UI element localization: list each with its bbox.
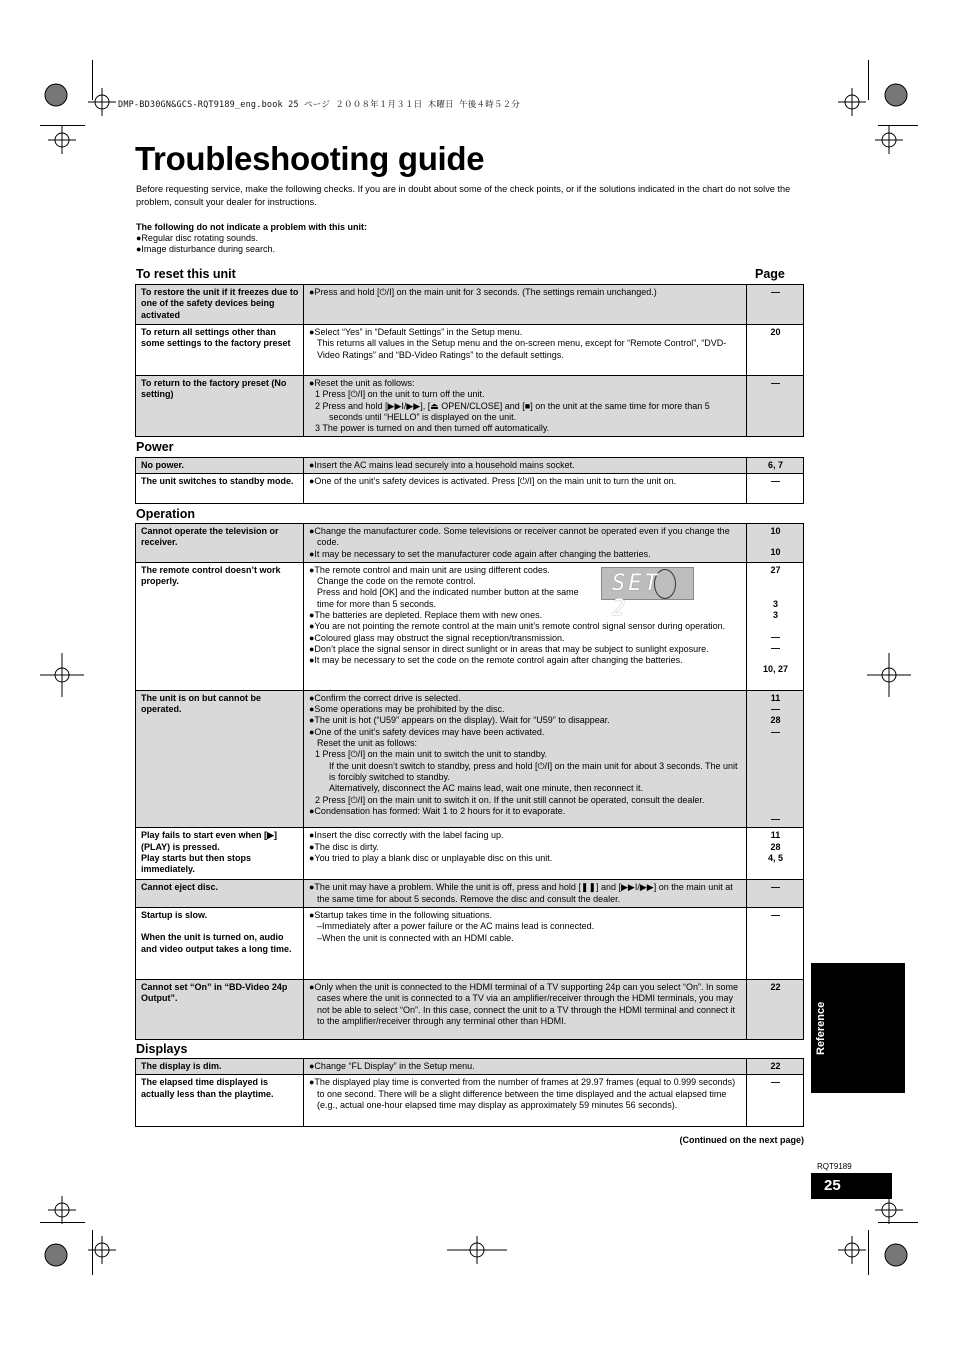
solution-text: ●Change the manufacturer code. Some televisions or receiver cannot be operated even if you change the code.	[309, 526, 730, 548]
page-ref: 11	[770, 692, 781, 703]
side-tab-label: Reference	[815, 1001, 827, 1055]
solution-text: ●Press and hold [⏻/I] on the main unit for 3 seconds. (The settings remain unchanged.)	[309, 287, 657, 297]
problem-cell: The elapsed time displayed is actually less than the playtime.	[136, 1075, 304, 1127]
solution-text: ●The batteries are depleted. Replace them with new ones.	[309, 610, 543, 621]
solution-text: ●The remote control and main unit are using different codes.	[309, 564, 550, 575]
problem-cell: To return all settings other than some settings to the factory preset	[136, 325, 304, 376]
problem-text: Play starts but then stops immediately.	[141, 852, 252, 875]
solution-text: 1 Press [⏻/I] on the main unit to switch the unit to standby.	[315, 749, 548, 760]
table-row	[136, 1075, 804, 1127]
problem-cell: No power.	[136, 458, 304, 474]
solution-text: ●Condensation has formed: Wait 1 to 2 hours for it to evaporate.	[309, 805, 566, 816]
solution-text: ●You are not pointing the remote control at the main unit’s remote control signal sensor during operation.	[309, 621, 726, 632]
page-ref: 11	[770, 830, 781, 841]
solution-cell	[304, 1059, 747, 1075]
page-cell	[747, 690, 804, 827]
solution-cell	[304, 458, 747, 474]
solution-cell	[304, 285, 747, 325]
table-row	[136, 524, 804, 563]
solution-text: Change the code on the remote control.	[317, 576, 476, 587]
reset-table	[135, 284, 804, 437]
problem-text: Startup is slow.	[141, 909, 208, 920]
page-ref: 27	[770, 564, 781, 575]
table-row	[136, 979, 804, 1039]
problem-cell: Cannot operate the television or receiver.	[136, 524, 304, 563]
solution-text: ●You tried to play a blank disc or unplayable disc on this unit.	[309, 852, 553, 863]
table-row	[136, 880, 804, 908]
crop-mark	[92, 60, 93, 100]
solution-text: ●Change “FL Display” in the Setup menu.	[309, 1061, 475, 1071]
problem-text: When the unit is turned on, audio and video output takes a long time.	[141, 932, 292, 954]
solution-text: ●It may be necessary to set the code on the remote control again after changing the batteries.	[309, 655, 683, 666]
solution-text: ●The displayed play time is converted from the number of frames at 29.97 frames (equal to 0.999 seconds) to one second. There will be a slight difference between the time displayed and the actual elapsed time (e.g., actual one-hour elapsed time may display as approximately 59 minutes 56 seconds).	[309, 1077, 736, 1110]
page-ref: 28	[770, 715, 781, 726]
page-cell: —	[747, 376, 804, 437]
solution-text: 2 Press [⏻/I] on the main unit to switch it on. If the unit still cannot be operated, consult the dealer.	[315, 794, 705, 805]
solution-cell	[304, 828, 747, 880]
solution-cell	[304, 325, 747, 376]
page-ref: —	[771, 726, 780, 737]
solution-text: ●Don’t place the signal sensor in direct sunlight or in areas that may be subject to sunlight exposure.	[309, 643, 709, 654]
page-ref: 3	[772, 599, 778, 610]
solution-text: ●The disc is dirty.	[309, 841, 379, 852]
notice-block	[136, 222, 736, 255]
problem-cell: Cannot set “On” in “BD-Video 24p Output”.	[136, 979, 304, 1039]
page-number: 25	[824, 1177, 841, 1194]
crop-mark	[40, 125, 85, 126]
model-code: RQT9189	[817, 1162, 852, 1171]
page-column-header: Page	[755, 267, 785, 281]
page-ref: 3	[772, 610, 778, 621]
problem-cell: To return to the factory preset (No setting)	[136, 376, 304, 437]
page-cell: 22	[747, 1059, 804, 1075]
notice-heading: The following do not indicate a problem with this unit:	[136, 222, 367, 232]
solution-text: Alternatively, disconnect the AC mains lead, wait one minute, then reconnect it.	[329, 783, 644, 794]
table-row	[136, 376, 804, 437]
table-row	[136, 828, 804, 880]
page-cell: 22	[747, 979, 804, 1039]
solution-text: This returns all values in the Setup menu and the on-screen menu, except for “Remote Control”, “DVD-Video Ratings” and “BD-Video Ratings” to the default settings.	[317, 338, 727, 360]
problem-cell: Cannot eject disc.	[136, 880, 304, 908]
page-ref: 4, 5	[767, 852, 783, 863]
table-row	[136, 474, 804, 504]
solution-cell	[304, 880, 747, 908]
page-cell: —	[747, 474, 804, 504]
section-title-power: Power	[136, 440, 174, 454]
solution-text: ●Confirm the correct drive is selected.	[309, 692, 461, 703]
solution-text: ●Insert the disc correctly with the label facing up.	[309, 830, 504, 841]
problem-cell: The remote control doesn’t work properly.	[136, 562, 304, 690]
table-row	[136, 285, 804, 325]
page-cell	[747, 562, 804, 690]
solution-text: ●Insert the AC mains lead securely into a household mains socket.	[309, 460, 575, 470]
solution-text: Reset the unit as follows:	[317, 738, 418, 749]
solution-text: 1 Press [⏻/I] on the unit to turn off the unit.	[315, 389, 485, 400]
solution-text: ●Some operations may be prohibited by the disc.	[309, 704, 505, 715]
page-ref: —	[771, 704, 780, 715]
solution-text: –When the unit is connected with an HDMI cable.	[317, 932, 514, 943]
crop-mark	[878, 125, 918, 126]
solution-text: If the unit doesn’t switch to standby, press and hold [⏻/I] on the main unit for about 3 seconds. The unit is forcibly switched to standby.	[329, 760, 738, 782]
notice-item: ●Image disturbance during search.	[136, 244, 276, 254]
crop-mark	[868, 1230, 869, 1275]
page-number-box	[811, 1173, 892, 1199]
solution-cell	[304, 907, 747, 979]
table-row	[136, 458, 804, 474]
section-title-displays: Displays	[136, 1042, 188, 1056]
page-cell: 6, 7	[747, 458, 804, 474]
problem-cell: To restore the unit if it freezes due to one of the safety devices being activated	[136, 285, 304, 325]
page-cell: —	[747, 1075, 804, 1127]
table-row	[136, 562, 804, 690]
solution-text: Press and hold [OK] and the indicated number button at the same time for more than 5 seconds.	[317, 587, 579, 609]
problem-text: Play fails to start even when [▶] (PLAY) is pressed.	[141, 830, 277, 852]
displays-table	[135, 1058, 804, 1127]
solution-text: ●The unit is hot (“U59” appears on the display). Wait for “U59” to disappear.	[309, 715, 610, 726]
page-ref: 28	[770, 841, 781, 852]
section-title-reset: To reset this unit	[136, 267, 236, 281]
crop-mark	[40, 1222, 85, 1223]
intro-paragraph: Before requesting service, make the following checks. If you are in doubt about some of the check points, or if the solutions indicated in the chart do not solve the problem, consult your dealer for instructions.	[136, 184, 791, 207]
page-ref: —	[771, 643, 780, 654]
crop-mark	[868, 60, 869, 100]
solution-text: ●One of the unit’s safety devices may have been activated.	[309, 726, 545, 737]
problem-cell: The display is dim.	[136, 1059, 304, 1075]
table-row	[136, 690, 804, 827]
problem-cell	[136, 907, 304, 979]
solution-cell	[304, 690, 747, 827]
solution-text: 3 The power is turned on and then turned off automatically.	[315, 423, 550, 434]
page-ref: 10	[770, 526, 781, 536]
solution-text: ●The unit may have a problem. While the unit is off, press and hold [❚❚] and [▶▶I/▶▶] on the main unit at the same time for about 5 seconds. Remove the disc and consult the dealer.	[309, 882, 733, 904]
display-text: SET 2	[612, 571, 661, 621]
operation-table	[135, 523, 804, 1040]
crop-mark	[878, 1222, 918, 1223]
page-ref: —	[771, 631, 780, 642]
solution-cell	[304, 524, 747, 563]
page-cell: 20	[747, 325, 804, 376]
solution-cell	[304, 474, 747, 504]
solution-text: ●Coloured glass may obstruct the signal reception/transmission.	[309, 632, 565, 643]
solution-text: ●Select “Yes” in “Default Settings” in the Setup menu.	[309, 327, 523, 337]
page-cell: —	[747, 285, 804, 325]
continued-note: (Continued on the next page)	[679, 1135, 804, 1145]
solution-cell	[304, 1075, 747, 1127]
problem-cell	[136, 828, 304, 880]
page-title: Troubleshooting guide	[135, 140, 485, 177]
table-row	[136, 325, 804, 376]
section-title-operation: Operation	[136, 507, 196, 521]
solution-text: ●Reset the unit as follows:	[309, 378, 415, 388]
power-table	[135, 457, 804, 504]
page-cell	[747, 828, 804, 880]
print-info-line: DMP-BD30GN&GCS-RQT9189_eng.book 25 ページ ２００８年１月３１日 木曜日 午後４時５２分	[118, 100, 520, 110]
problem-cell: The unit switches to standby mode.	[136, 474, 304, 504]
solution-text: ●One of the unit’s safety devices is activated. Press [⏻/I] on the main unit to turn the unit on.	[309, 476, 677, 487]
problem-cell: The unit is on but cannot be operated.	[136, 690, 304, 827]
solution-text: ●Only when the unit is connected to the HDMI terminal of a TV supporting 24p can you select “On”. In some cases where the unit is connected to a TV via an amplifier/receiver through the HDMI terminals, you may not be able to select “On”. In this case, connect the unit to a TV through the HDMI terminal and connect it to the amplifier/receiver through any terminal other than HDMI.	[309, 981, 738, 1026]
solution-cell	[304, 376, 747, 437]
page-cell: —	[747, 907, 804, 979]
solution-cell	[304, 979, 747, 1039]
solution-text: ●It may be necessary to set the manufacturer code again after changing the batteries.	[309, 548, 651, 559]
table-row	[136, 907, 804, 979]
page-ref: —	[771, 814, 780, 825]
page-ref: 10	[770, 547, 781, 558]
solution-text: –Immediately after a power failure or the AC mains lead is connected.	[317, 921, 595, 932]
solution-text: 2 Press and hold [▶▶I/▶▶], [⏏ OPEN/CLOSE] and [■] on the unit at the same time for more than 5 seconds until “HELLO” is displayed on the unit.	[315, 400, 710, 422]
notice-item: ●Regular disc rotating sounds.	[136, 233, 259, 243]
page-cell: —	[747, 880, 804, 908]
crop-mark	[92, 1230, 93, 1275]
page-ref: 10, 27	[762, 664, 789, 675]
page-cell	[747, 524, 804, 563]
solution-text: ●Startup takes time in the following situations.	[309, 909, 493, 920]
remote-set-display	[601, 567, 694, 621]
table-row	[136, 1059, 804, 1075]
